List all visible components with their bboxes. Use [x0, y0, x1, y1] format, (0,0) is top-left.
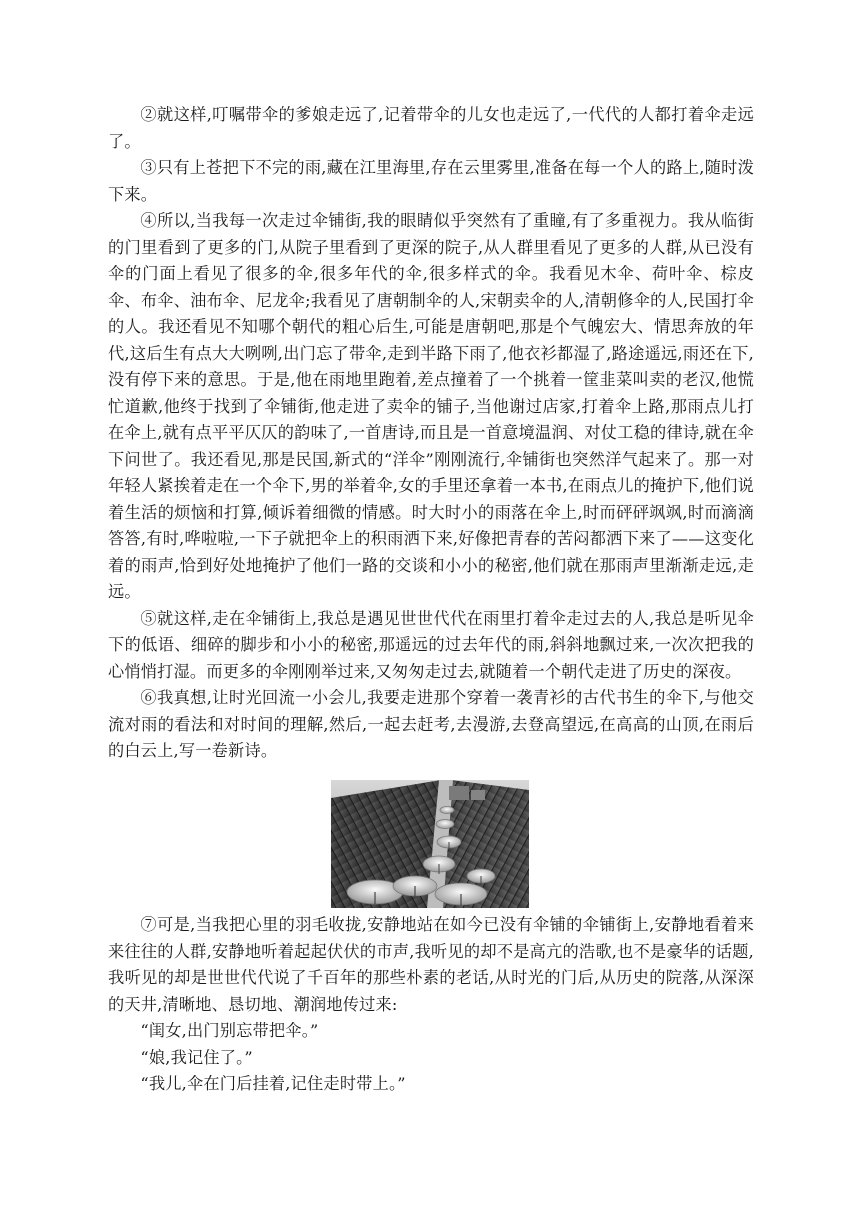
paragraph-3: ③只有上苍把下不完的雨,藏在江里海里,存在云里雾里,准备在每一个人的路上,随时泼下来。	[108, 158, 754, 204]
article-body-bottom	[108, 912, 754, 1098]
paragraph-5: ⑤就这样,走在伞铺街上,我总是遇见世世代代在雨里打着伞走过去的人,我总是听见伞下的低语、细碎的脚步和小小的秘密,那遥远的过去年代的雨,斜斜地飘过来,一次次把我的心悄悄打湿。而更多的伞刚刚举过来,又匆匆走过去,就随着一个朝代走进了历史的深夜。	[108, 608, 754, 681]
article-body-top	[108, 102, 754, 765]
paragraph-2: ②就这样,叮嘱带伞的爹娘走远了,记着带伞的儿女也走远了,一代代的人都打着伞走远了。	[108, 105, 754, 151]
dialogue-line-1: “闺女,出门别忘带把伞。”	[140, 1021, 319, 1040]
paragraph-6: ⑥我真想,让时光回流一小会儿,我要走进那个穿着一袭青衫的古代书生的伞下,与他交流对雨的看法和对时间的理解,然后,一起去赶考,去漫游,去登高望远,在高高的山顶,在雨后的白云上,写一卷新诗。	[108, 688, 754, 760]
rooftop-umbrellas-photo	[331, 780, 529, 908]
paragraph-4: ④所以,当我每一次走过伞铺街,我的眼睛似乎突然有了重瞳,有了多重视力。我从临街的门里看到了更多的门,从院子里看到了更深的院子,从人群里看见了更多的人群,从已没有伞的门面上看见了很多的伞,很多年代的伞,很多样式的伞。我看见木伞、荷叶伞、棕皮伞、布伞、油布伞、尼龙伞;我看见了唐朝制伞的人,宋朝卖伞的人,清朝修伞的人,民国打伞的人。我还看见不知哪个朝代的粗心后生,可能是唐朝吧,那是个气魄宏大、情思奔放的年代,这后生有点大大咧咧,出门忘了带伞,走到半路下雨了,他衣衫都湿了,路途遥远,雨还在下,没有停下来的意思。于是,他在雨地里跑着,差点撞着了一个挑着一筐韭菜叫卖的老汉,他慌忙道歉,他终于找到了伞铺街,他走进了卖伞的铺子,当他谢过店家,打着伞上路,那雨点儿打在伞上,就有点平平仄仄的韵味了,一首唐诗,而且是一首意境温润、对仗工稳的律诗,就在伞下问世了。我还看见,那是民国,新式的“洋伞”刚刚流行,伞铺街也突然洋气起来了。那一对年轻人紧挨着走在一个伞下,男的举着伞,女的手里还拿着一本书,在雨点儿的掩护下,他们说着生活的烦恼和打算,倾诉着细微的情感。时大时小的雨落在伞上,时而砰砰飒飒,时而滴滴答答,有时,哗啦啦,一下子就把伞上的积雨洒下来,好像把青春的苦闷都洒下来了——这变化着的雨声,恰到好处地掩护了他们一路的交谈和小小的秘密,他们就在那雨声里渐渐走远,走远。	[108, 211, 754, 601]
paragraph-7: ⑦可是,当我把心里的羽毛收拢,安静地站在如今已没有伞铺的伞铺街上,安静地看着来来往往的人群,安静地听着起起伏伏的市声,我听见的却不是高亢的浩歌,也不是豪华的话题,我听见的却是世世代代说了千百年的那些朴素的老话,从时光的门后,从历史的院落,从深深的天井,清晰地、恳切地、潮润地传过来:	[108, 915, 754, 1014]
dialogue-line-2: “娘,我记住了。”	[140, 1047, 253, 1067]
dialogue-line-3: “我儿,伞在门后挂着,记住走时带上。”	[140, 1074, 406, 1093]
